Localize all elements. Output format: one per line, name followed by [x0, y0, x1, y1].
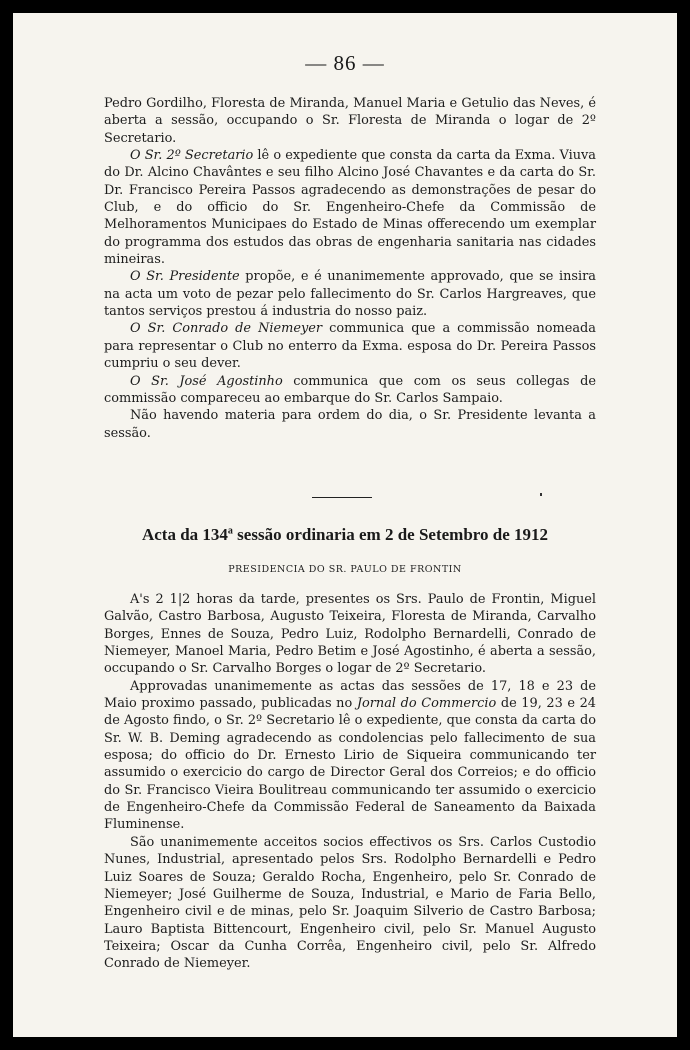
speaker-niemeyer: O Sr. Conrado de Niemeyer [130, 321, 323, 337]
session-title: Acta da 134$^a$ sessão ordinaria em 2 de Setembro de 1912 [141, 525, 549, 544]
paragraph-text: communica que a commissão nomeada para representar o Club no enterro da Exma. esposa do Dr. Pereira Passos cumpriu o seu dever. [104, 321, 596, 372]
paragraph-approvals: Approvadas unanimemente as actas das sessões de 17, 18 e 23 de Maio proximo passado, publicadas no Jornal do Commercio de 19, 23 e 24 de Agosto findo, o Sr. 2º Secretario lê o expediente, que consta da carta do Sr. W. B. Deming agradecendo as condolencias pelo fallecimento de sua esposa; do officio do Dr. Ernesto Lirio de Siqueira communicando ter assumido o exercicio do cargo de Director Geral dos Correios; e do officio do Sr. Francisco Vieira Boulitreau communicando ter assumido o exercicio de Engenheiro-Chefe da Commissão Federal de Saneamento da Baixada Fluminense. [104, 678, 597, 833]
minutes-continuation [104, 95, 596, 442]
paragraph-president-motion [104, 268, 596, 320]
page-number: — 86 — [305, 51, 385, 75]
paragraph-closing: Não havendo materia para ordem do dia, o Sr. Presidente levanta a sessão. [104, 408, 596, 441]
paragraph-attendees: Pedro Gordilho, Floresta de Miranda, Manuel Maria e Getulio das Neves, é aberta a sessão, occupando o Sr. Floresta de Miranda o logar de 2º Secretario. [104, 96, 596, 146]
paragraph-text: propõe, e é unanimemente approvado, que se insira na acta um voto de pezar pelo fallecimento do Sr. Carlos Hargreaves, que tantos serviços prestou á industria do nosso paiz. [104, 269, 596, 320]
journal-name: Jornal do Commercio [356, 696, 497, 712]
paragraph-secretary-correspondence [104, 147, 596, 268]
paragraph-text: lê o expediente que consta da carta da Exma. Viuva do Dr. Alcino Chavântes e seu filho Alcino José Chavantes e da carta do Sr. Dr. Francisco Pereira Passos agradecendo as demonstrações de pesar do Club, e do officio do Sr. Engenheiro-Chefe da Commissão de Melhoramentos Municipaes do Estado de Minas offerecendo um exemplar do programma dos estudos das obras de engenharia sanitaria nas cidades mineiras. [104, 148, 596, 268]
presidency-line: PRESIDENCIA DO SR. PAULO DE FRONTIN [228, 564, 462, 575]
print-speck [540, 493, 542, 496]
speaker-agostinho: O Sr. José Agostinho [130, 373, 283, 389]
section-divider [312, 497, 372, 498]
speaker-secretary: O Sr. 2º Secretario [130, 148, 254, 164]
paragraph-new-members: São unanimemente acceitos socios effectivos os Srs. Carlos Custodio Nunes, Industrial, apresentado pelos Srs. Rodolpho Bernardelli e Pedro Luiz Soares de Souza; Geraldo Rocha, Engenheiro, pelo Sr. Conrado de Niemeyer; José Guilherme de Souza, Industrial, e Mario de Faria Bello, Engenheiro civil e de minas, pelo Sr. Joaquim Silverio de Castro Barbosa; Lauro Baptista Bittencourt, Engenheiro civil, pelo Sr. Manuel Augusto Teixeira; Oscar da Cunha Corrêa, Engenheiro civil, pelo Sr. Alfredo Conrado de Niemeyer. [104, 834, 596, 972]
paragraph-agostinho-report [104, 373, 596, 408]
paragraph-text: communica que com os seus collegas de commissão compareceu ao embarque do Sr. Carlos Sampaio. [104, 373, 597, 406]
speaker-president: O Sr. Presidente [130, 269, 240, 285]
paragraph-opening: A's 2 1|2 horas da tarde, presentes os Srs. Paulo de Frontin, Miguel Galvão, Castro Barbosa, Augusto Teixeira, Floresta de Miranda, Carvalho Borges, Ennes de Souza, Pedro Luiz, Rodolpho Bernardelli, Conrado de Niemeyer, Manoel Maria, Pedro Betim e José Agostinho, é aberta a sessão, occupando o Sr. Carvalho Borges o logar de 2º Secretario. [104, 592, 596, 677]
paragraph-niemeyer-report [104, 320, 596, 372]
minutes-session-134 [104, 591, 596, 973]
document-page [13, 13, 677, 1037]
